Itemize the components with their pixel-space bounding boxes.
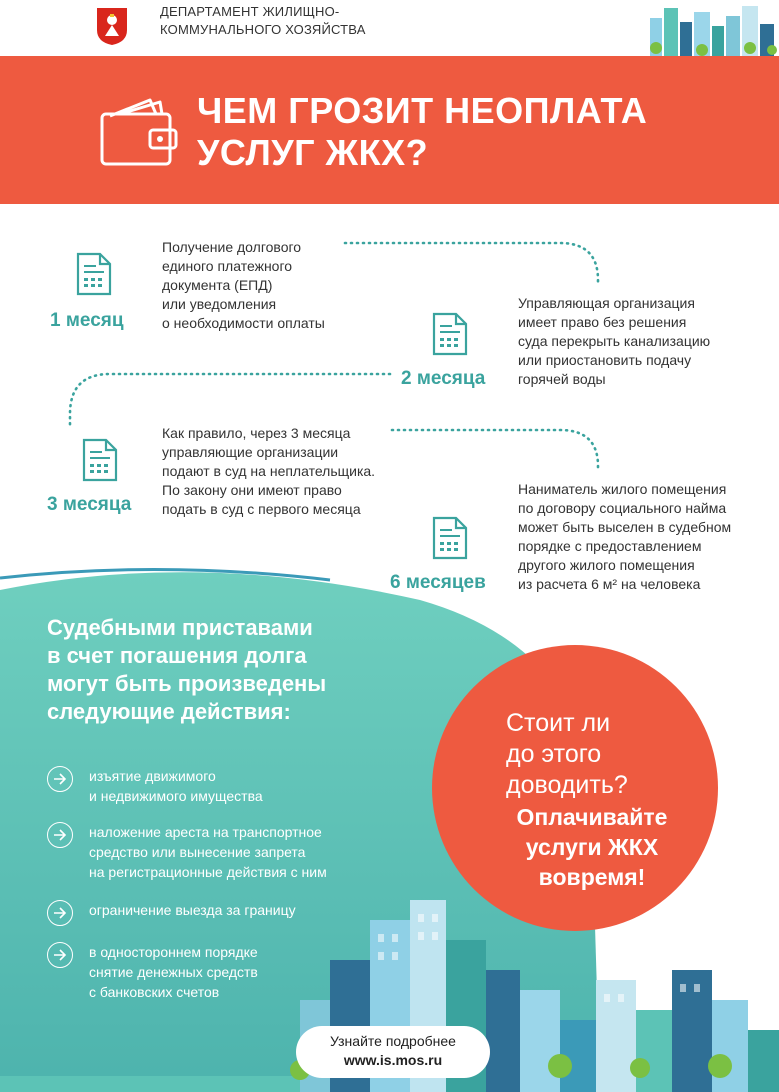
step-3-line: подают в суд на неплательщика. — [162, 463, 376, 479]
step-1-line: единого платежного — [162, 258, 293, 274]
cta-answer-line: Оплачивайте — [516, 804, 668, 830]
document-icon — [432, 516, 468, 560]
step-1-line: о необходимости оплаты — [162, 315, 325, 331]
step-4-line: из расчета 6 м² на человека — [518, 576, 701, 592]
action-line: на регистрационные действия с ним — [89, 864, 327, 880]
cta-question — [506, 708, 628, 801]
action-line: в одностороннем порядке — [89, 944, 258, 960]
moscow-coat-of-arms-icon — [95, 6, 129, 46]
city-illustration — [640, 0, 779, 60]
step-2-line: горячей воды — [518, 371, 606, 387]
learn-more-badge[interactable] — [296, 1026, 490, 1078]
step-1-text — [162, 238, 325, 333]
department-line-2: КОММУНАЛЬНОГО ХОЗЯЙСТВА — [160, 22, 366, 37]
step-3-line: По закону они имеют право — [162, 482, 342, 498]
step-4-line: по договору социального найма — [518, 500, 727, 516]
bailiffs-title-line: в счет погашения долга — [47, 643, 307, 668]
step-2-text — [518, 294, 710, 389]
header — [0, 0, 779, 56]
step-3-line: управляющие организации — [162, 444, 339, 460]
action-line: изъятие движимого — [89, 768, 216, 784]
step-4-line: Наниматель жилого помещения — [518, 481, 727, 497]
action-line: и недвижимого имущества — [89, 788, 263, 804]
step-3-text — [162, 424, 375, 519]
action-line: наложение ареста на транспортное — [89, 824, 322, 840]
cta-answer-line: вовремя! — [538, 864, 646, 890]
bailiffs-title-line: могут быть произведены — [47, 671, 327, 696]
bailiff-action-text — [89, 766, 263, 806]
arrow-right-icon — [47, 822, 73, 848]
step-3-line: Как правило, через 3 месяца — [162, 425, 351, 441]
action-line: средство или вынесение запрета — [89, 844, 306, 860]
action-line: ограничение выезда за границу — [89, 902, 296, 918]
step-1-line: Получение долгового — [162, 239, 302, 255]
cta-question-line: до этого — [506, 740, 602, 768]
title-line-1: ЧЕМ ГРОЗИТ НЕОПЛАТА — [197, 90, 648, 131]
arrow-right-icon — [47, 766, 73, 792]
title-banner — [0, 56, 779, 204]
action-line: снятие денежных средств — [89, 964, 258, 980]
step-4-line: другого жилого помещения — [518, 557, 695, 573]
cta-question-line: доводить? — [506, 771, 628, 799]
bailiffs-title — [47, 614, 326, 726]
action-line: с банковских счетов — [89, 984, 220, 1000]
bailiffs-title-line: следующие действия: — [47, 699, 291, 724]
step-4-line: порядке с предоставлением — [518, 538, 702, 554]
step-1-line: или уведомления — [162, 296, 277, 312]
website-link[interactable]: www.is.mos.ru — [343, 1052, 443, 1068]
title-line-2: УСЛУГ ЖКХ? — [197, 132, 429, 173]
cta-answer — [503, 802, 681, 892]
learn-more-text: Узнайте подробнее — [330, 1033, 456, 1049]
cta-answer-line: услуги ЖКХ — [525, 834, 659, 860]
step-2-period: 2 месяца — [401, 368, 486, 389]
document-icon — [82, 438, 118, 482]
cta-question-line: Стоит ли — [506, 709, 611, 737]
step-1-line: документа (ЕПД) — [162, 277, 273, 293]
step-4-period: 6 месяцев — [390, 572, 486, 593]
step-2-line: суда перекрыть канализацию — [518, 333, 711, 349]
step-1-period: 1 месяц — [50, 310, 124, 331]
department-name — [160, 3, 366, 39]
document-icon — [432, 312, 468, 356]
step-2-line: имеет право без решения — [518, 314, 687, 330]
step-3-period: 3 месяца — [47, 494, 132, 515]
step-2-line: или приостановить подачу — [518, 352, 692, 368]
page-title — [197, 90, 647, 174]
document-icon — [76, 252, 112, 296]
step-3-line: подать в суд с первого месяца — [162, 501, 361, 517]
step-2-line: Управляющая организация — [518, 295, 695, 311]
bailiffs-title-line: Судебными приставами — [47, 615, 313, 640]
bailiff-action-text — [89, 822, 327, 882]
wallet-icon — [98, 94, 180, 168]
step-4-line: может быть выселен в судебном — [518, 519, 732, 535]
department-line-1: ДЕПАРТАМЕНТ ЖИЛИЩНО- — [160, 4, 340, 19]
